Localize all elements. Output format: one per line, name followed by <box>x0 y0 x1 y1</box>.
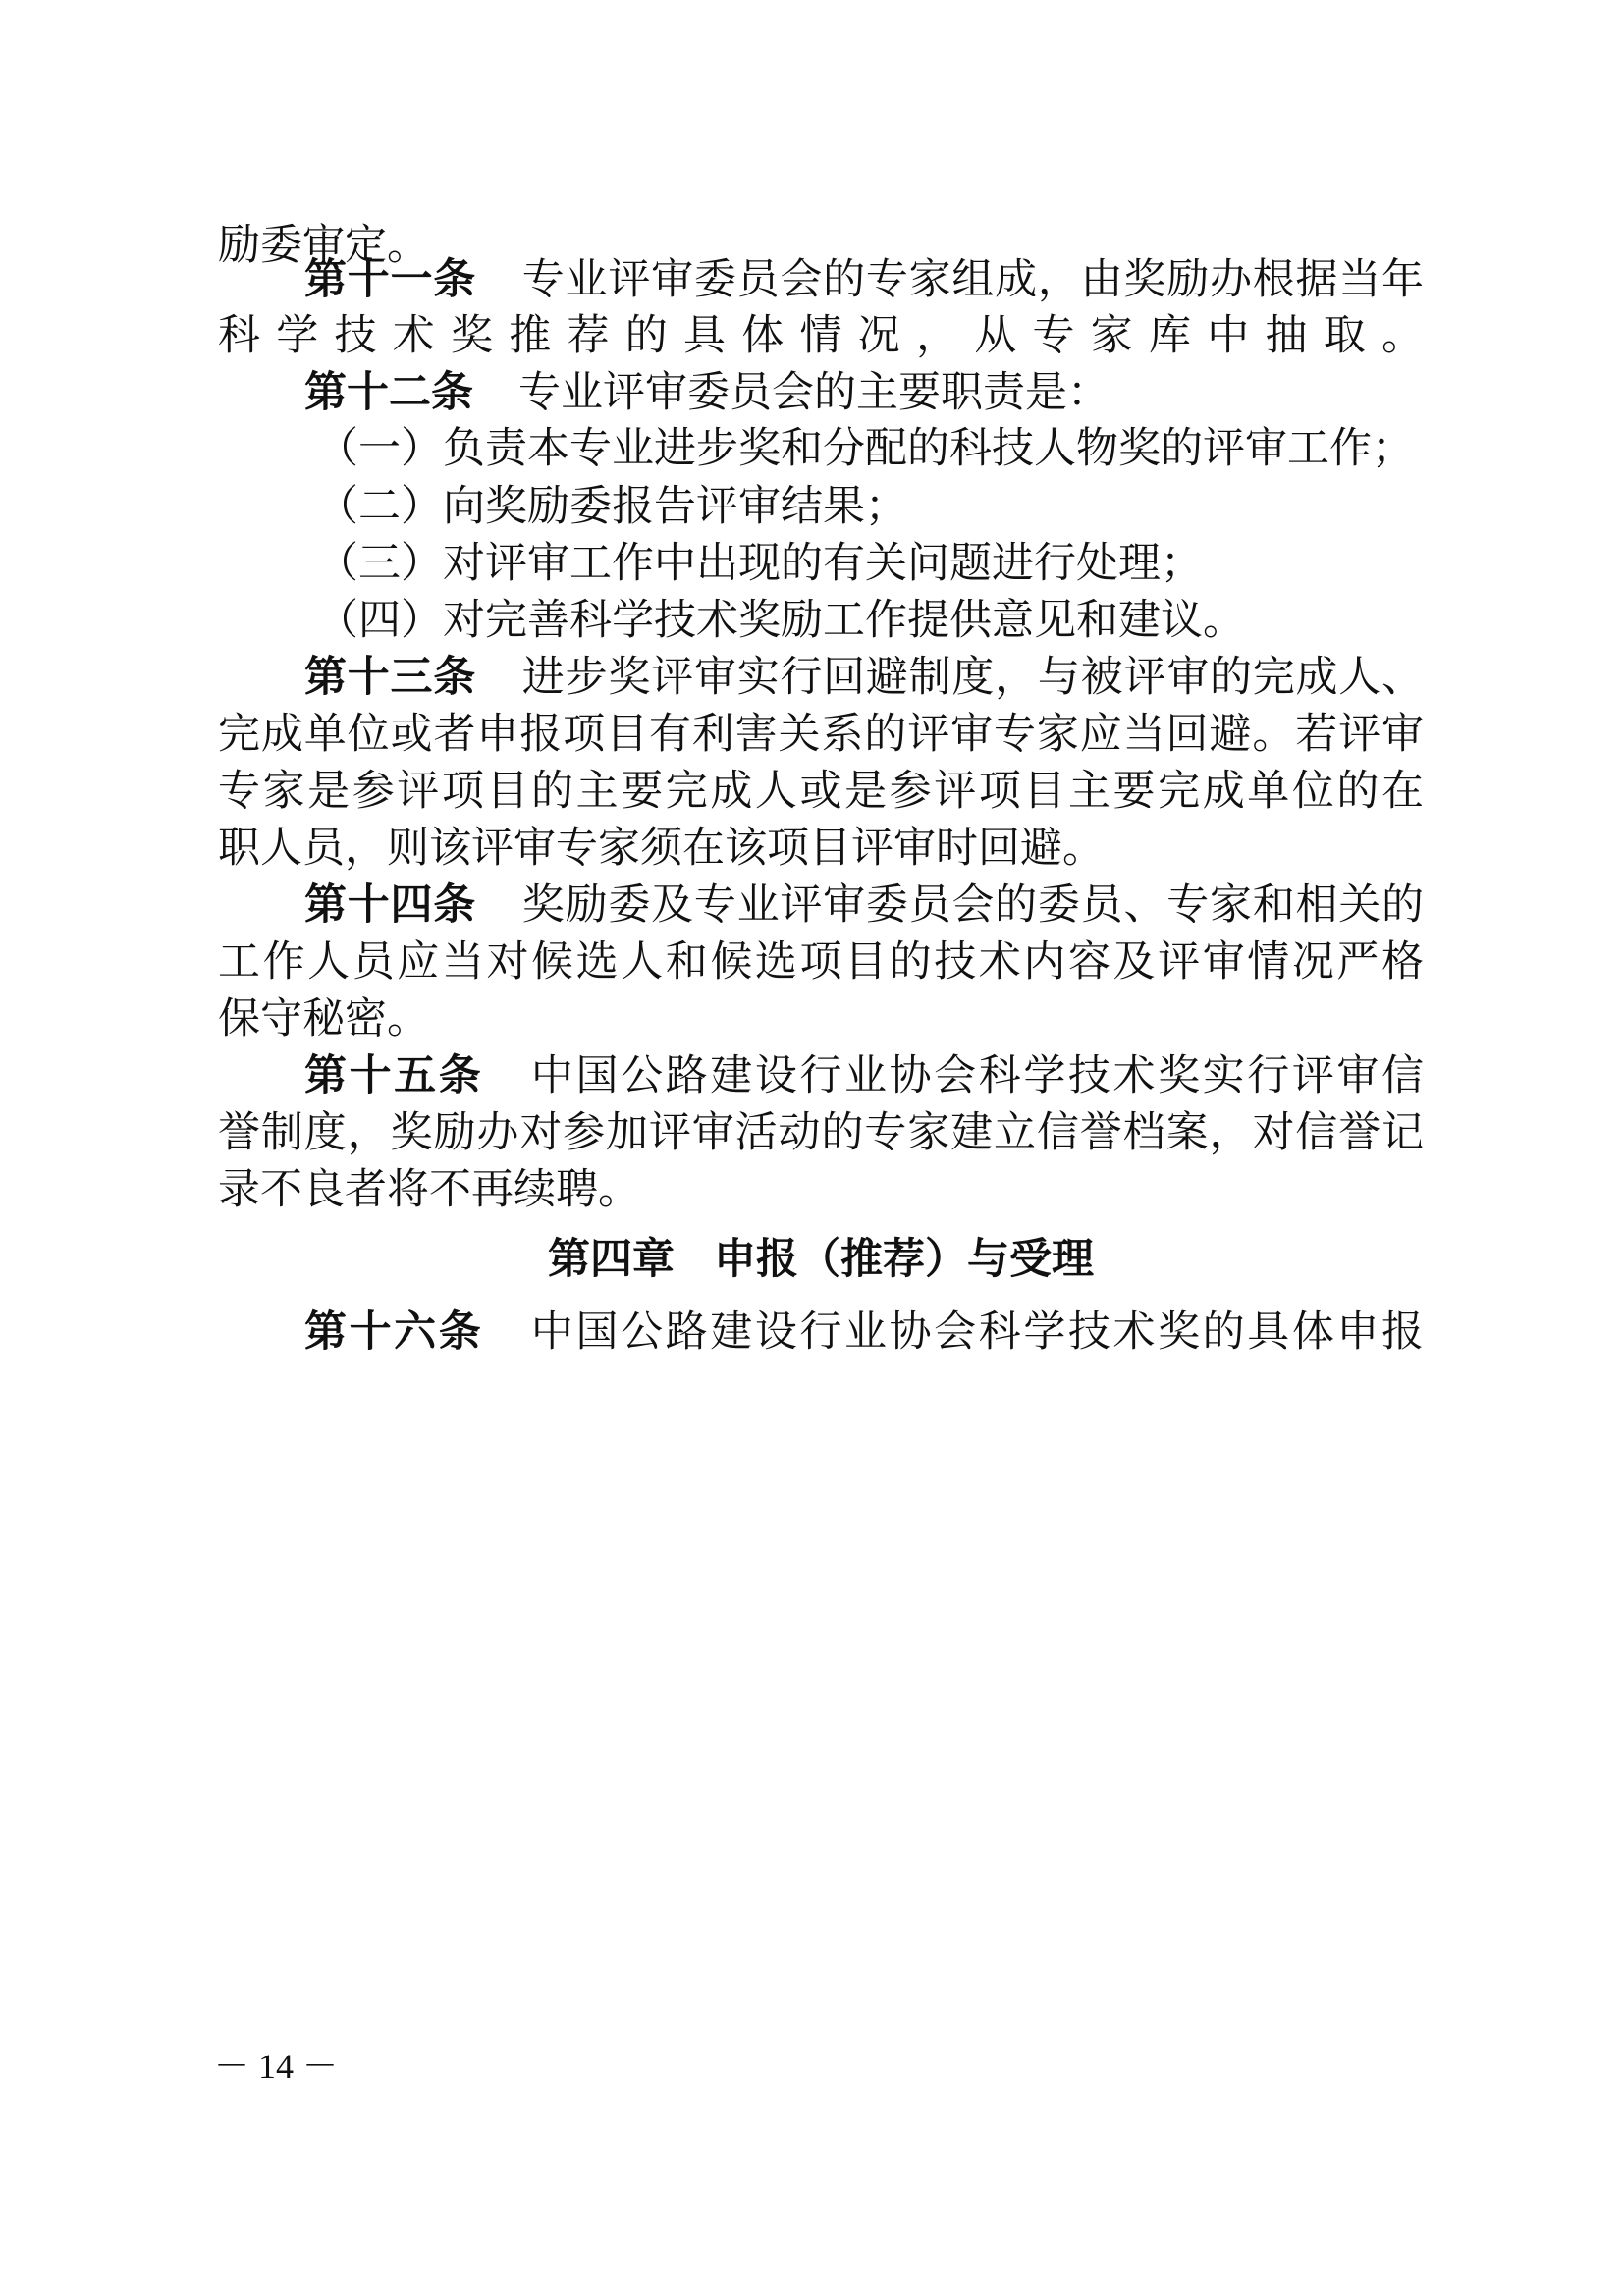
list-item-text: （二）向奖励委报告评审结果； <box>316 482 907 531</box>
article-12-line-1 <box>304 363 1110 422</box>
article-15-label: 第十五条 <box>304 1051 484 1100</box>
article-15-text: 中国公路建设行业协会科学技术奖实行评审信 <box>528 1051 1425 1100</box>
list-item-text: （四）对完善科学技术奖励工作提供意见和建议。 <box>316 596 1245 645</box>
article-15-line-2 <box>218 1103 1424 1162</box>
article-16-text: 中国公路建设行业协会科学技术奖的具体申报 <box>528 1308 1425 1357</box>
article-14-line-2 <box>218 933 1424 991</box>
page-number: － 14 － <box>214 2047 339 2086</box>
list-item <box>316 534 1203 593</box>
article-12-label: 第十二条 <box>304 368 473 417</box>
text-line: 励委审定。 <box>218 221 429 270</box>
document-page <box>218 0 1424 2296</box>
article-13-text: 专家是参评项目的主要完成人或是参评项目主要完成单位的在 <box>218 767 1424 816</box>
article-15-line-1 <box>304 1046 1424 1105</box>
article-11-text: 专业评审委员会的专家组成，由奖励办根据当年 <box>521 255 1425 304</box>
list-item-text: （一）负责本专业进步奖和分配的科技人物奖的评审工作； <box>316 424 1414 473</box>
article-11-text: 科学技术奖推荐的具体情况，从专家库中抽取。 <box>218 311 1424 360</box>
article-13-text: 完成单位或者申报项目有利害关系的评审专家应当回避。若评审 <box>218 710 1424 759</box>
article-13-text: 进步奖评审实行回避制度，与被评审的完成人、 <box>521 653 1425 702</box>
article-14-line-3 <box>218 989 429 1048</box>
article-13-line-3 <box>218 762 1424 821</box>
article-14-text: 工作人员应当对候选人和候选项目的技术内容及评审情况严格 <box>218 937 1424 987</box>
article-14-line-1 <box>304 876 1424 934</box>
article-11-label: 第十一条 <box>304 255 477 304</box>
chapter-heading <box>218 1230 1424 1289</box>
chapter-number: 第四章 <box>548 1235 675 1284</box>
article-13-line-2 <box>218 705 1424 764</box>
article-13-line-4 <box>218 819 1105 878</box>
article-13-label: 第十三条 <box>304 653 477 702</box>
list-item <box>316 591 1245 650</box>
list-item-text: （三）对评审工作中出现的有关问题进行处理； <box>316 539 1203 588</box>
article-11-line-1 <box>304 250 1424 309</box>
article-15-text: 誉制度，奖励办对参加评审活动的专家建立信誉档案，对信誉记 <box>218 1108 1424 1157</box>
article-14-label: 第十四条 <box>304 881 477 930</box>
chapter-title: 申报（推荐）与受理 <box>714 1235 1094 1284</box>
article-15-line-3 <box>218 1160 640 1219</box>
article-14-text: 奖励委及专业评审委员会的委员、专家和相关的 <box>521 881 1425 930</box>
article-16-line-1 <box>304 1303 1424 1362</box>
article-12-text: 专业评审委员会的主要职责是： <box>518 368 1110 417</box>
article-13-text: 职人员，则该评审专家须在该项目评审时回避。 <box>218 824 1105 873</box>
article-14-text: 保守秘密。 <box>218 994 429 1043</box>
list-item <box>316 477 907 536</box>
article-15-text: 录不良者将不再续聘。 <box>218 1165 640 1214</box>
article-11-line-2 <box>218 306 1424 365</box>
article-16-label: 第十六条 <box>304 1308 484 1357</box>
article-13-line-1 <box>304 648 1424 707</box>
list-item <box>316 419 1414 478</box>
